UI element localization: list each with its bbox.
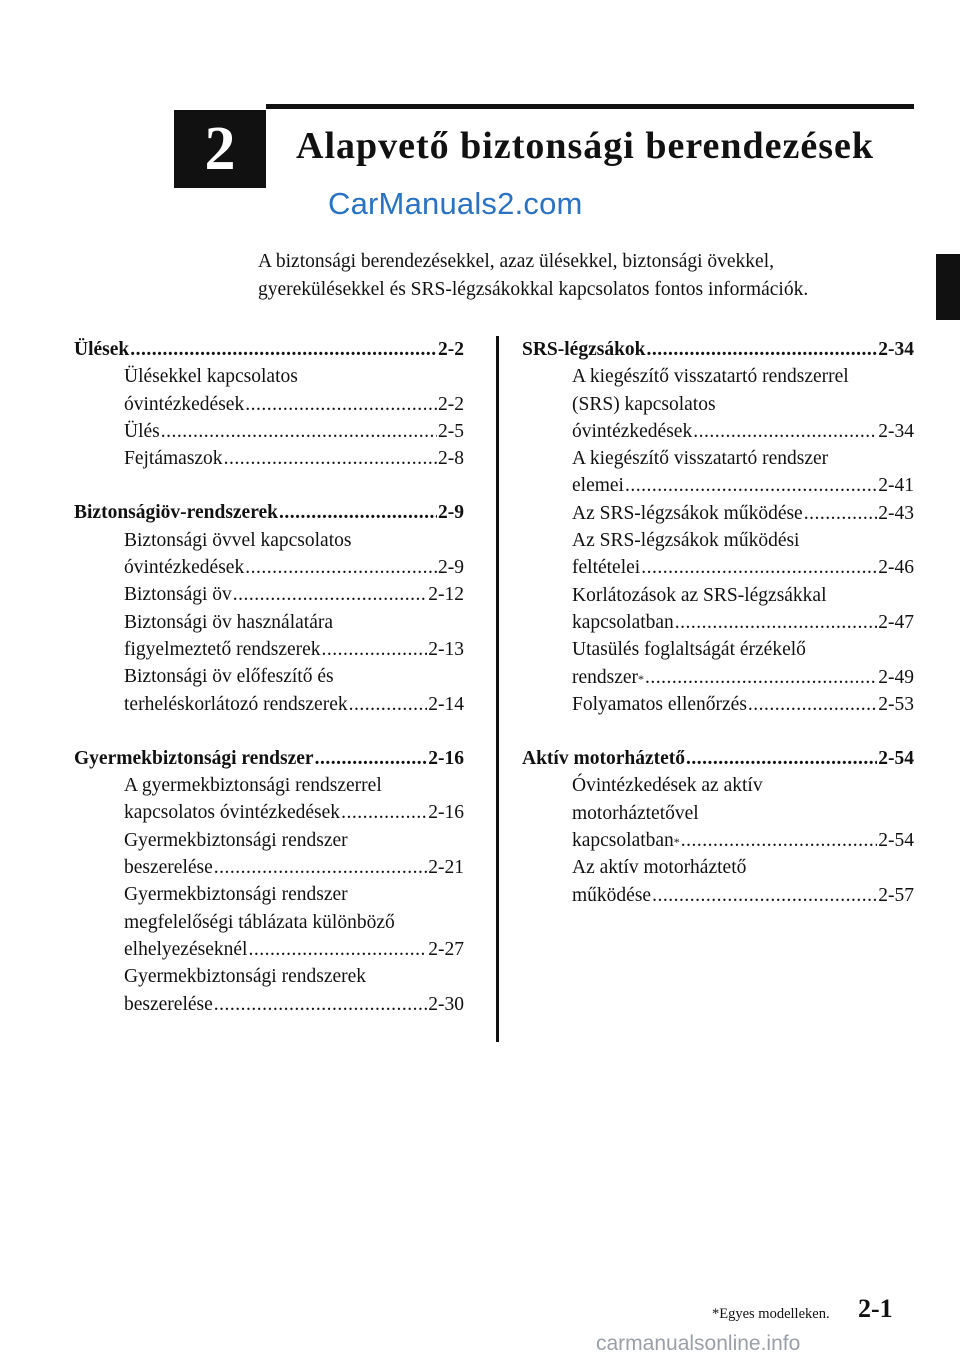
dot-leader: [675, 609, 877, 636]
toc-entry-line[interactable]: [522, 582, 914, 609]
footnote: *Egyes modelleken.: [712, 1306, 830, 1322]
toc-entry-line[interactable]: [522, 609, 914, 636]
chapter-number: 2: [204, 114, 236, 183]
toc-entry-text: figyelmeztető rendszerek: [124, 638, 321, 660]
toc-section-title: Biztonságiöv-rendszerek: [74, 502, 279, 524]
toc-section-title: SRS-légzsákok: [522, 339, 646, 360]
dot-leader: [214, 854, 427, 881]
toc-entry-line[interactable]: [522, 882, 914, 909]
dot-leader: [693, 418, 877, 445]
site-watermark[interactable]: carmanualsonline.info: [596, 1332, 801, 1355]
toc-entry-text: működése: [572, 884, 652, 906]
toc-entry-text: Utasülés foglaltságát érzékelő: [572, 639, 806, 661]
toc-right-column: [522, 336, 914, 936]
toc-entry-text: kapcsolatban: [572, 830, 674, 852]
toc-entry-line[interactable]: [74, 909, 464, 936]
chapter-title: Alapvető biztonsági berendezések: [296, 125, 875, 167]
dot-leader: [641, 554, 877, 581]
toc-entry-line[interactable]: [74, 827, 464, 854]
toc-entry-line[interactable]: [522, 636, 914, 663]
toc-entry-text: Az aktív motorháztető: [572, 857, 747, 879]
toc-entry-text: Biztonsági öv használatára: [124, 611, 334, 633]
toc-entry-text: óvintézkedések: [124, 393, 245, 415]
toc-entry-text: motorháztetővel: [572, 802, 699, 824]
toc-page-ref: 2-14: [428, 693, 464, 715]
dot-leader: [652, 882, 877, 909]
toc-entry-line[interactable]: [74, 636, 464, 663]
watermark-link[interactable]: CarManuals2.com: [328, 186, 583, 221]
toc-entry-line[interactable]: [74, 391, 464, 418]
dot-leader: [686, 745, 877, 772]
dot-leader: [645, 664, 877, 691]
toc-page-ref: 2-57: [878, 884, 914, 906]
toc-entry-text: Biztonsági övvel kapcsolatos: [124, 529, 352, 551]
toc-entry-line[interactable]: [74, 554, 464, 581]
toc-entry-text: rendszer: [572, 666, 639, 688]
toc-entry-text: kapcsolatos óvintézkedések: [124, 802, 341, 824]
toc-entry-text: kapcsolatban: [572, 611, 674, 633]
toc-page-ref: 2-12: [428, 584, 464, 606]
toc-entry-line[interactable]: [522, 772, 914, 799]
dot-leader: [279, 499, 437, 526]
toc-entry-line[interactable]: [74, 609, 464, 636]
toc-entry-text: Ülés: [124, 420, 160, 442]
toc-entry-line[interactable]: [74, 363, 464, 390]
dot-leader: [245, 391, 437, 418]
dot-leader: [214, 991, 427, 1018]
toc-entry-text: Ülésekkel kapcsolatos: [124, 366, 298, 388]
dot-leader: [349, 691, 428, 718]
toc-section-heading[interactable]: [522, 336, 914, 363]
toc-section: [74, 336, 464, 472]
toc-entry-text: Az SRS-légzsákok működése: [572, 502, 803, 524]
toc-page-ref: 2-27: [428, 938, 464, 960]
toc-entry-line[interactable]: [522, 363, 914, 390]
toc-entry-line[interactable]: [522, 472, 914, 499]
toc-page-ref: 2-13: [428, 638, 464, 660]
dot-leader: [625, 472, 877, 499]
toc-page-ref: 2-54: [878, 748, 914, 770]
toc-left-column: [74, 336, 464, 1045]
toc-entry-text: Gyermekbiztonsági rendszerek: [124, 966, 367, 988]
toc-entry-text: (SRS) kapcsolatos: [572, 393, 716, 415]
intro-line: A biztonsági berendezésekkel, azaz ülésekkel, biztonsági övekkel,: [258, 251, 775, 272]
toc-entry-line[interactable]: kapcsolatban * ..... 2-54: [522, 827, 914, 854]
toc-page-ref: 2-16: [428, 802, 464, 824]
dot-leader: [341, 799, 427, 826]
toc-entry-line[interactable]: [74, 963, 464, 990]
toc-entry-line[interactable]: [522, 500, 914, 527]
toc-entry-text: terheléskorlátozó rendszerek: [124, 693, 348, 715]
top-rule: [266, 104, 914, 109]
dot-leader: [681, 827, 877, 854]
toc-section: [74, 499, 464, 717]
toc-entry-text: óvintézkedések: [572, 420, 693, 442]
toc-section: [74, 745, 464, 1018]
toc-page-ref: 2-30: [428, 993, 464, 1015]
toc-page-ref: 2-43: [878, 502, 914, 524]
toc-entry-text: A kiegészítő visszatartó rendszerrel: [572, 366, 849, 388]
toc-section-title: Aktív motorháztető: [522, 748, 685, 770]
toc-entry-text: óvintézkedések: [124, 557, 245, 579]
toc-entry-text: Gyermekbiztonsági rendszer: [124, 829, 348, 851]
toc-section-heading[interactable]: [522, 745, 914, 772]
dot-leader: [748, 691, 877, 718]
toc-page-ref: 2-9: [438, 502, 464, 524]
toc-entry-text: Folyamatos ellenőrzés: [572, 693, 747, 715]
dot-leader: [804, 500, 878, 527]
toc-entry-line[interactable]: [522, 527, 914, 554]
toc-entry-line[interactable]: [74, 527, 464, 554]
toc-entry-line[interactable]: [74, 581, 464, 608]
toc-entry-text: Korlátozások az SRS-légzsákkal: [572, 584, 827, 606]
toc-entry-line[interactable]: [74, 854, 464, 881]
toc-entry-text: megfelelőségi táblázata különböző: [124, 911, 395, 933]
toc-page-ref: 2-49: [878, 666, 914, 688]
toc-section-heading[interactable]: [74, 336, 464, 363]
dot-leader: [224, 445, 437, 472]
toc-entry-text: A kiegészítő visszatartó rendszer: [572, 448, 829, 470]
toc-entry-line[interactable]: [522, 418, 914, 445]
toc-entry-text: beszerelése: [124, 857, 213, 879]
toc-section: [522, 745, 914, 909]
toc-entry-text: Biztonsági öv: [124, 584, 232, 606]
dot-leader: [245, 554, 437, 581]
toc-section-heading[interactable]: [74, 745, 464, 772]
toc-page-ref: 2-41: [878, 475, 914, 497]
toc-entry-text: Óvintézkedések az aktív: [572, 775, 763, 797]
toc-page-ref: 2-34: [878, 339, 914, 360]
toc-entry-text: elemei: [572, 475, 624, 497]
toc-entry-text: beszerelése: [124, 993, 213, 1015]
toc-entry-line[interactable]: [74, 445, 464, 472]
chapter-intro: [258, 248, 918, 304]
dot-leader: [315, 745, 428, 772]
dot-leader: [130, 336, 437, 363]
toc-page-ref: 2-34: [878, 420, 914, 442]
toc-entry-text: Fejtámaszok: [124, 448, 223, 470]
toc-section-title: Gyermekbiztonsági rendszer: [74, 747, 314, 769]
toc-page-ref: 2-2: [438, 339, 464, 360]
toc-entry-line[interactable]: rendszer * ..... 2-49: [522, 664, 914, 691]
toc-entry-line[interactable]: [522, 800, 914, 827]
toc-entry-line[interactable]: [74, 991, 464, 1018]
intro-line: gyerekülésekkel és SRS-légzsákokkal kapcsolatos fontos információk.: [258, 279, 809, 300]
toc-page-ref: 2-5: [438, 420, 464, 442]
toc-page-ref: 2-8: [438, 448, 464, 470]
toc-page-ref: 2-2: [438, 393, 464, 415]
toc-entry-text: feltételei: [572, 557, 641, 579]
dot-leader: [322, 636, 428, 663]
toc-entry-line[interactable]: [74, 936, 464, 963]
toc-entry-text: Biztonsági öv előfeszítő és: [124, 666, 334, 688]
toc-entry-line[interactable]: [74, 663, 464, 690]
toc-entry-line[interactable]: [74, 881, 464, 908]
chapter-side-tab: [936, 254, 960, 320]
column-divider: [496, 336, 499, 1042]
toc-entry-line[interactable]: [522, 445, 914, 472]
dot-leader: [233, 581, 427, 608]
toc-entry-text: Gyermekbiztonsági rendszer: [124, 884, 348, 906]
toc-page-ref: 2-9: [438, 557, 464, 579]
toc-entry-line[interactable]: [522, 391, 914, 418]
toc-section-heading[interactable]: [74, 499, 464, 526]
toc-entry-text: A gyermekbiztonsági rendszerrel: [124, 775, 382, 797]
toc-page-ref: 2-21: [428, 857, 464, 879]
toc-entry-line[interactable]: [522, 554, 914, 581]
toc-entry-line[interactable]: [74, 691, 464, 718]
toc-page-ref: 2-46: [878, 557, 914, 579]
toc-entry-line[interactable]: [74, 799, 464, 826]
toc-entry-line[interactable]: [74, 418, 464, 445]
page-number: 2-1: [858, 1294, 893, 1323]
dot-leader: [161, 418, 437, 445]
toc-page-ref: 2-53: [878, 693, 914, 715]
toc-entry-line[interactable]: [74, 772, 464, 799]
toc-page-ref: 2-47: [878, 611, 914, 633]
toc-section: [522, 336, 914, 718]
toc-entry-line[interactable]: [522, 854, 914, 881]
toc-section-title: Ülések: [74, 339, 130, 360]
toc-entry-text: elhelyezéseknél: [124, 938, 248, 960]
toc-entry-line[interactable]: [522, 691, 914, 718]
toc-page-ref: 2-16: [428, 747, 464, 769]
dot-leader: [248, 936, 427, 963]
toc-page-ref: 2-54: [878, 830, 914, 852]
chapter-number-box: [174, 110, 266, 188]
dot-leader: [647, 336, 878, 363]
toc-entry-text: Az SRS-légzsákok működési: [572, 530, 800, 552]
